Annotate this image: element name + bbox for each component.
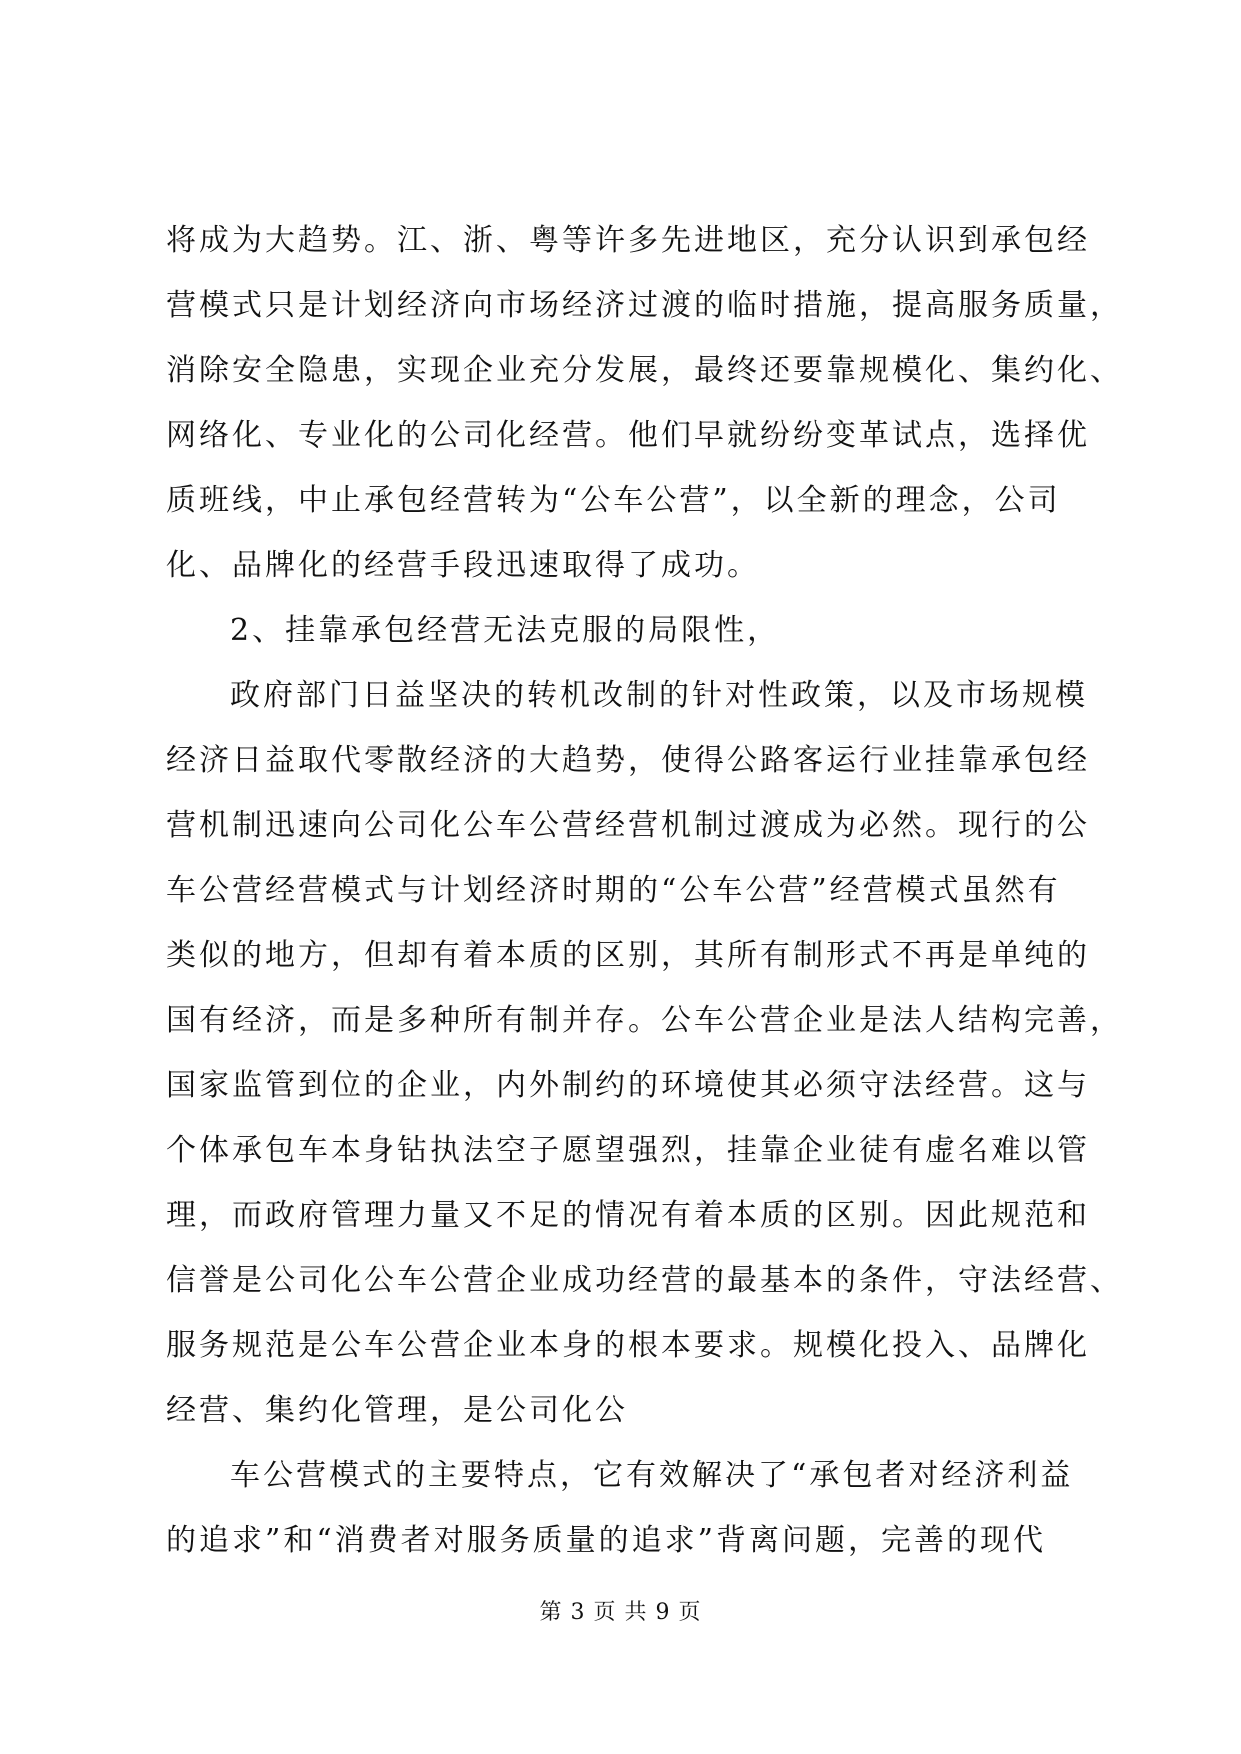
text-line: 个体承包车本身钻执法空子愿望强烈，挂靠企业徒有虚名难以管 [166, 1133, 1090, 1168]
text-line: 网络化、专业化的公司化经营。他们早就纷纷变革试点，选择优 [166, 418, 1090, 453]
text-line: 消除安全隐患，实现企业充分发展，最终还要靠规模化、集约化、 [166, 353, 1123, 388]
text-line: 政府部门日益坚决的转机改制的针对性政策，以及市场规模 [230, 678, 1088, 713]
text-line: 质班线，中止承包经营转为“公车公营”，以全新的理念，公司 [166, 483, 1061, 518]
text-line: 服务规范是公车公营企业本身的根本要求。规模化投入、品牌化 [166, 1328, 1090, 1363]
text-line: 将成为大趋势。江、浙、粤等许多先进地区，充分认识到承包经 [166, 223, 1090, 258]
text-line: 化、品牌化的经营手段迅速取得了成功。 [166, 548, 760, 583]
text-line: 类似的地方，但却有着本质的区别，其所有制形式不再是单纯的 [166, 938, 1090, 973]
text-line: 营机制迅速向公司化公车公营经营机制过渡成为必然。现行的公 [166, 808, 1090, 843]
text-line: 经济日益取代零散经济的大趋势，使得公路客运行业挂靠承包经 [166, 743, 1090, 778]
text-line: 经营、集约化管理，是公司化公 [166, 1393, 628, 1428]
text-line: 信誉是公司化公车公营企业成功经营的最基本的条件，守法经营、 [166, 1263, 1123, 1298]
page-footer: 第 3 页 共 9 页 [539, 1600, 702, 1625]
text-line: 营模式只是计划经济向市场经济过渡的临时措施，提高服务质量， [166, 288, 1123, 323]
text-line: 车公营模式的主要特点，它有效解决了“承包者对经济利益 [230, 1458, 1074, 1493]
text-line: 车公营经营模式与计划经济时期的“公车公营”经营模式虽然有 [166, 873, 1061, 908]
text-line: 2、挂靠承包经营无法克服的局限性， [230, 613, 781, 648]
text-line: 国有经济，而是多种所有制并存。公车公营企业是法人结构完善， [166, 1003, 1123, 1038]
text-line: 国家监管到位的企业，内外制约的环境使其必须守法经营。这与 [166, 1068, 1090, 1103]
text-line: 理，而政府管理力量又不足的情况有着本质的区别。因此规范和 [166, 1198, 1090, 1233]
text-line: 的追求”和“消费者对服务质量的追求”背离问题，完善的现代 [166, 1523, 1047, 1558]
document-body [166, 208, 1126, 1573]
